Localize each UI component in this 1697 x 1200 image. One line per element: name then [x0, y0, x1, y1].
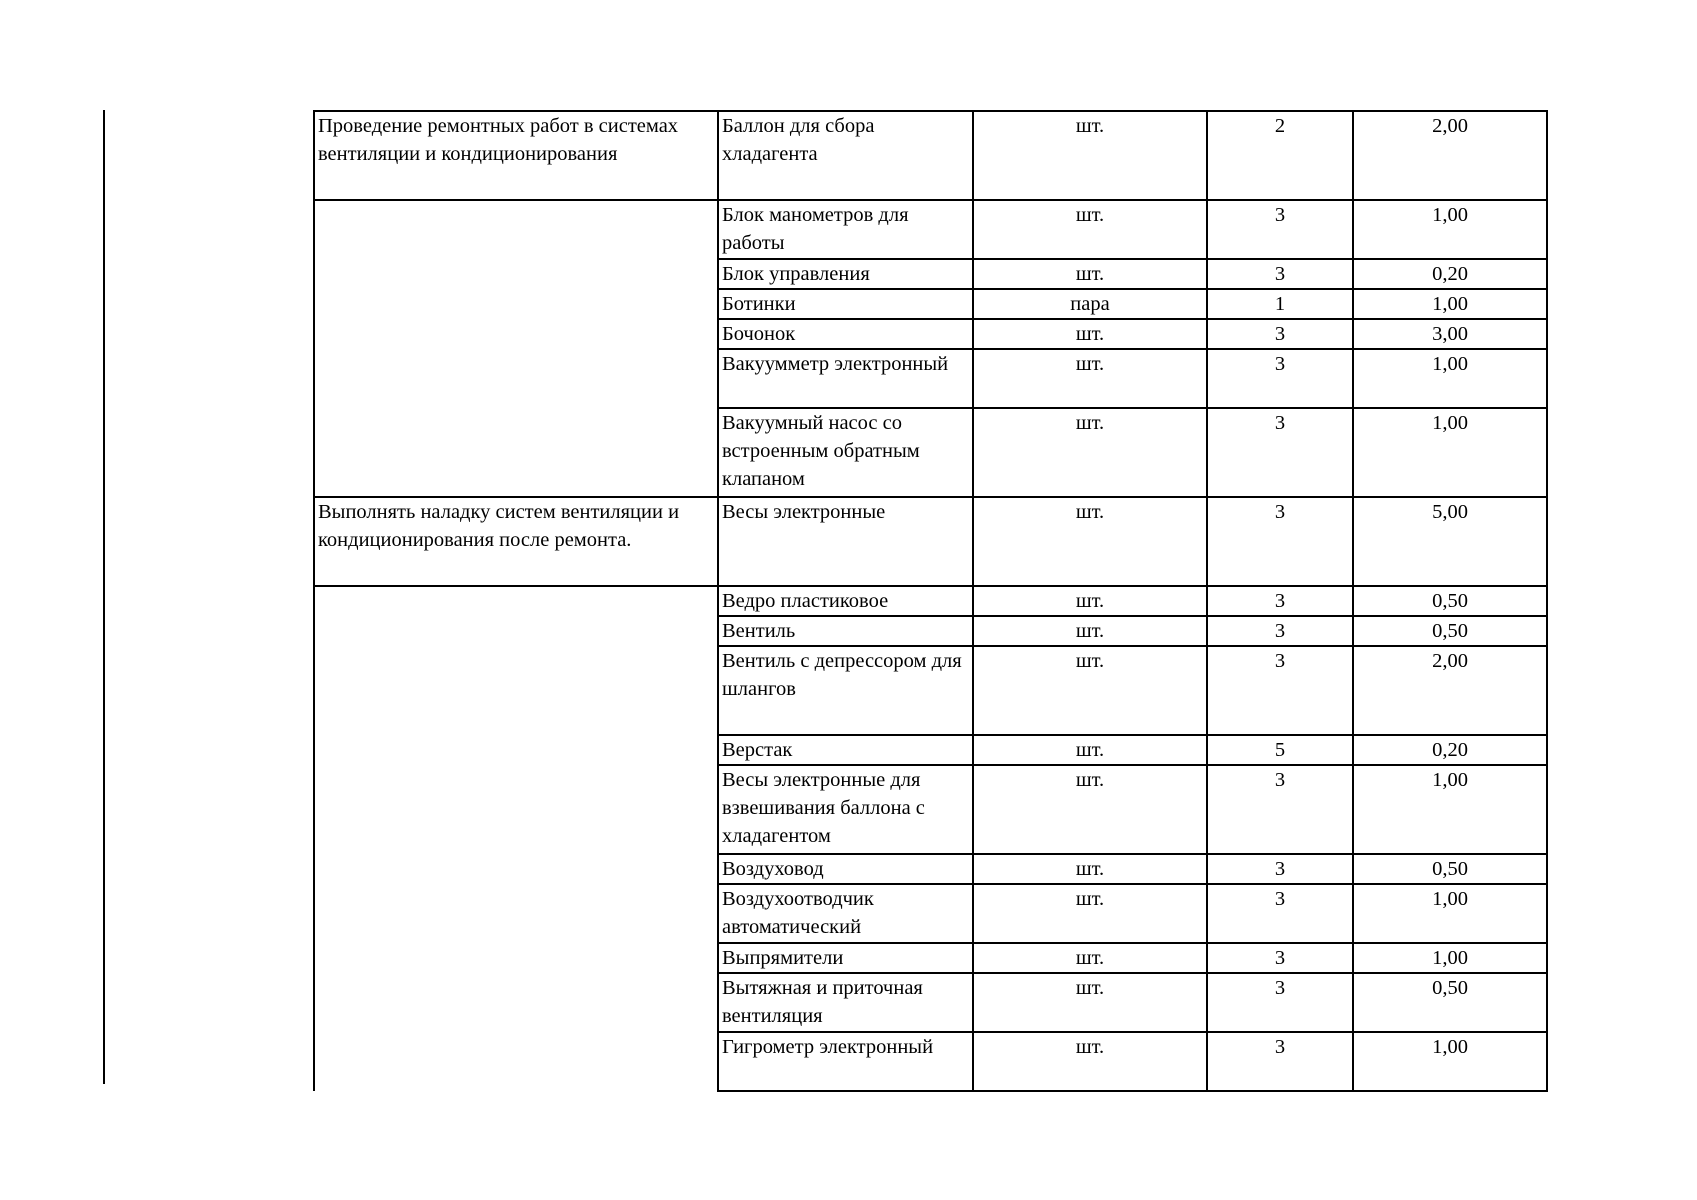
item-cell: Вакуумный насос со встроенным обратным клапаном	[718, 408, 973, 497]
qty-cell: 3	[1207, 1032, 1353, 1091]
unit-cell: шт.	[973, 319, 1207, 349]
item-cell: Вентиль	[718, 616, 973, 646]
unit-cell: шт.	[973, 973, 1207, 1032]
table-row	[314, 586, 1547, 616]
value-cell: 0,50	[1353, 854, 1547, 884]
unit-cell: шт.	[973, 943, 1207, 973]
qty-cell: 3	[1207, 408, 1353, 497]
page-margin-rule	[103, 110, 105, 1084]
table-row	[314, 497, 1547, 586]
value-cell: 1,00	[1353, 408, 1547, 497]
qty-cell: 3	[1207, 349, 1353, 408]
value-cell: 1,00	[1353, 884, 1547, 943]
value-cell: 1,00	[1353, 1032, 1547, 1091]
table-row	[314, 111, 1547, 200]
qty-cell: 5	[1207, 735, 1353, 765]
unit-cell: шт.	[973, 616, 1207, 646]
unit-cell: шт.	[973, 259, 1207, 289]
item-cell: Вакуумметр электронный	[718, 349, 973, 408]
value-cell: 5,00	[1353, 497, 1547, 586]
equipment-table	[313, 110, 1548, 1092]
item-cell: Гигрометр электронный	[718, 1032, 973, 1091]
unit-cell: пара	[973, 289, 1207, 319]
qty-cell: 3	[1207, 943, 1353, 973]
unit-cell: шт.	[973, 111, 1207, 200]
unit-cell: шт.	[973, 200, 1207, 259]
value-cell: 2,00	[1353, 646, 1547, 735]
qty-cell: 3	[1207, 884, 1353, 943]
item-cell: Вытяжная и приточная вентиляция	[718, 973, 973, 1032]
item-cell: Воздуховод	[718, 854, 973, 884]
item-cell: Блок манометров для работы	[718, 200, 973, 259]
item-cell: Ботинки	[718, 289, 973, 319]
value-cell: 1,00	[1353, 943, 1547, 973]
task-label: Выполнять наладку систем вентиляции и кондиционирования после ремонта.	[318, 501, 680, 551]
item-cell: Баллон для сбора хладагента	[718, 111, 973, 200]
value-cell: 3,00	[1353, 319, 1547, 349]
value-cell: 1,00	[1353, 289, 1547, 319]
qty-cell: 3	[1207, 854, 1353, 884]
unit-cell: шт.	[973, 349, 1207, 408]
task-cell-empty	[314, 586, 718, 1091]
qty-cell: 1	[1207, 289, 1353, 319]
item-cell: Вентиль с депрессором для шлангов	[718, 646, 973, 735]
item-cell: Весы электронные для взвешивания баллона с хладагентом	[718, 765, 973, 854]
unit-cell: шт.	[973, 646, 1207, 735]
unit-cell: шт.	[973, 884, 1207, 943]
qty-cell: 3	[1207, 616, 1353, 646]
qty-cell: 3	[1207, 586, 1353, 616]
qty-cell: 3	[1207, 973, 1353, 1032]
value-cell: 0,20	[1353, 259, 1547, 289]
item-cell: Весы электронные	[718, 497, 973, 586]
value-cell: 1,00	[1353, 200, 1547, 259]
item-cell: Ведро пластиковое	[718, 586, 973, 616]
qty-cell: 3	[1207, 319, 1353, 349]
unit-cell: шт.	[973, 586, 1207, 616]
unit-cell: шт.	[973, 735, 1207, 765]
task-cell	[314, 497, 718, 586]
unit-cell: шт.	[973, 854, 1207, 884]
table-row	[314, 200, 1547, 259]
unit-cell: шт.	[973, 408, 1207, 497]
value-cell: 2,00	[1353, 111, 1547, 200]
unit-cell: шт.	[973, 765, 1207, 854]
value-cell: 0,50	[1353, 586, 1547, 616]
qty-cell: 3	[1207, 765, 1353, 854]
unit-cell: шт.	[973, 497, 1207, 586]
item-cell: Верстак	[718, 735, 973, 765]
item-cell: Блок управления	[718, 259, 973, 289]
qty-cell: 3	[1207, 200, 1353, 259]
task-cell	[314, 111, 718, 200]
item-cell: Бочонок	[718, 319, 973, 349]
item-cell: Выпрямители	[718, 943, 973, 973]
value-cell: 0,50	[1353, 616, 1547, 646]
qty-cell: 3	[1207, 259, 1353, 289]
value-cell: 1,00	[1353, 765, 1547, 854]
item-cell: Воздухоотводчик автоматический	[718, 884, 973, 943]
task-cell-empty	[314, 200, 718, 497]
value-cell: 0,50	[1353, 973, 1547, 1032]
value-cell: 0,20	[1353, 735, 1547, 765]
qty-cell: 2	[1207, 111, 1353, 200]
qty-cell: 3	[1207, 497, 1353, 586]
unit-cell: шт.	[973, 1032, 1207, 1091]
value-cell: 1,00	[1353, 349, 1547, 408]
qty-cell: 3	[1207, 646, 1353, 735]
task-label: Проведение ремонтных работ в системах вентиляции и кондиционирования	[318, 115, 679, 165]
